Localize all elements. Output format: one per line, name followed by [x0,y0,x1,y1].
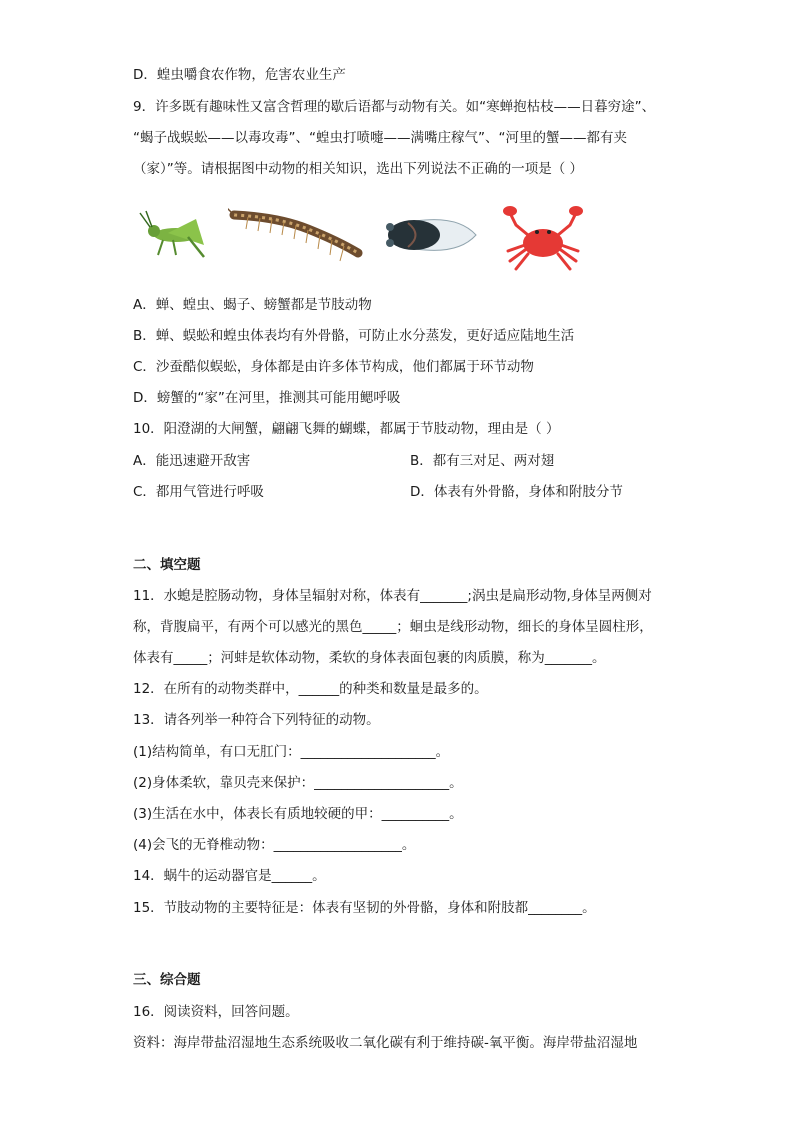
q14: 14．蜗牛的运动器官是______。 [133,868,326,884]
q11-line3: 体表有_____；河蚌是软体动物，柔软的身体表面包裹的肉质膜，称为_______。 [133,650,606,666]
q9-option-c: C．沙蚕酷似蜈蚣，身体都是由许多体节构成，他们都属于环节动物 [133,359,534,375]
q10-option-d: D．体表有外骨骼，身体和附肢分节 [410,484,623,500]
section-heading-comprehensive: 三、综合题 [133,972,201,988]
q10-option-b: B．都有三对足、两对翅 [410,453,555,469]
crab-icon [498,205,588,275]
q10-option-a: A．能迅速避开敌害 [133,453,251,469]
q10-option-c: C．都用气管进行呼吸 [133,484,264,500]
q11-line1: 11．水螅是腔肠动物，身体呈辐射对称，体表有_______;涡虫是扁形动物,身体呈两侧对 [133,588,652,604]
q9-option-b: B．蝉、蜈蚣和蝗虫体表均有外骨骼，可防止水分蒸发，更好适应陆地生活 [133,328,575,344]
cicada-icon [378,205,478,265]
q9-option-d: D．螃蟹的“家”在河里，推测其可能用鳃呼吸 [133,390,401,406]
q9-option-a: A．蝉、蝗虫、蝎子、螃蟹都是节肢动物 [133,297,372,313]
q9-stem-line3: （家）”等。请根据图中动物的相关知识，选出下列说法不正确的一项是（ ） [133,161,584,177]
q13-stem: 13．请各列举一种符合下列特征的动物。 [133,712,380,728]
q16-material: 资料：海岸带盐沼湿地生态系统吸收二氧化碳有利于维持碳-氧平衡。海岸带盐沼湿地 [133,1035,638,1051]
q13-item1: (1)结构简单，有口无肛门：____________________。 [133,744,450,760]
centipede-icon [228,205,368,265]
q13-item2: (2)身体柔软，靠贝壳来保护：____________________。 [133,775,463,791]
q12: 12．在所有的动物类群中，______的种类和数量是最多的。 [133,681,488,697]
section-heading-fill-in: 二、填空题 [133,557,201,573]
q9-stem-line1: 9．许多既有趣味性又富含哲理的歇后语都与动物有关。如“寒蝉抱枯枝——日暮穷途”、 [133,99,656,115]
q13-item3: (3)生活在水中，体表长有质地较硬的甲：__________。 [133,806,463,822]
q13-item4: (4)会飞的无脊椎动物：___________________。 [133,837,416,853]
q16-stem: 16．阅读资料，回答问题。 [133,1004,299,1020]
q15: 15．节肢动物的主要特征是：体表有坚韧的外骨骼，身体和附肢都________。 [133,900,596,916]
q9-stem-line2: “蝎子战蜈蚣——以毒攻毒”、“蝗虫打喷嚏——满嘴庄稼气”、“河里的蟹——都有夹 [133,130,627,146]
q8-option-d: D．蝗虫嚼食农作物，危害农业生产 [133,67,346,83]
q11-line2: 称，背腹扁平，有两个可以感光的黑色_____；蛔虫是线形动物，细长的身体呈圆柱形， [133,619,653,635]
animal-figure [133,205,593,280]
grasshopper-icon [138,205,218,265]
q10-stem: 10．阳澄湖的大闸蟹，翩翩飞舞的蝴蝶，都属于节肢动物，理由是（ ） [133,421,560,437]
